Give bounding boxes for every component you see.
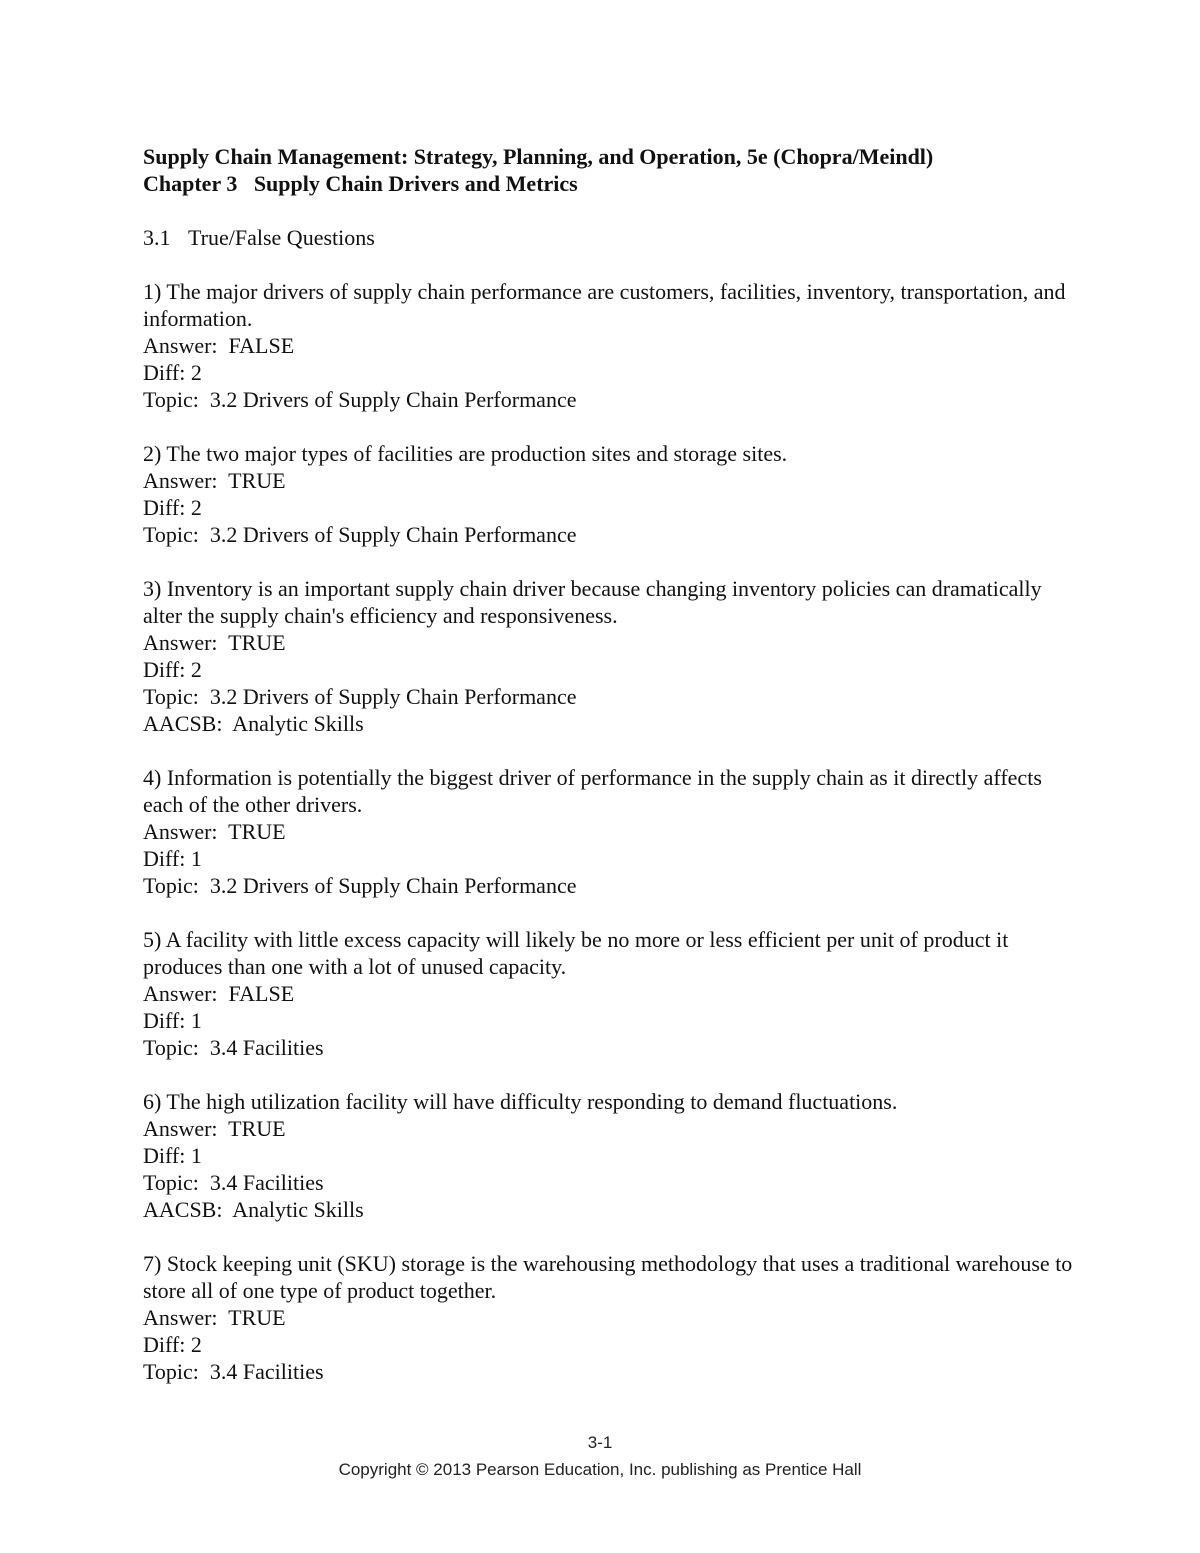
question-text: 5) A facility with little excess capacity will likely be no more or less efficient per unit of product it produces than one with a lot of unused capacity.	[143, 927, 1009, 979]
question-difficulty: Diff: 2	[143, 495, 202, 520]
section-number: 3.1	[143, 225, 171, 250]
question-text: 1) The major drivers of supply chain performance are customers, facilities, inventory, transportation, and information.	[143, 279, 1066, 331]
question-topic: Topic: 3.2 Drivers of Supply Chain Performance	[143, 873, 577, 898]
page-content	[143, 143, 1083, 1385]
question-aacsb: AACSB: Analytic Skills	[143, 1197, 364, 1222]
question-answer: Answer: TRUE	[143, 819, 286, 844]
question-answer: Answer: TRUE	[143, 468, 286, 493]
question-difficulty: Diff: 1	[143, 1143, 202, 1168]
question-text: 7) Stock keeping unit (SKU) storage is the warehousing methodology that uses a traditional warehouse to store all of one type of product together.	[143, 1251, 1073, 1303]
question-difficulty: Diff: 2	[143, 1332, 202, 1357]
page-number: 3-1	[587, 1433, 613, 1452]
question-answer: Answer: TRUE	[143, 630, 286, 655]
question-item	[143, 926, 1083, 1061]
question-topic: Topic: 3.4 Facilities	[143, 1035, 324, 1060]
question-topic: Topic: 3.4 Facilities	[143, 1359, 324, 1384]
question-answer: Answer: FALSE	[143, 333, 295, 358]
question-aacsb: AACSB: Analytic Skills	[143, 711, 364, 736]
question-text: 3) Inventory is an important supply chain driver because changing inventory policies can dramatically alter the supply chain's efficiency and responsiveness.	[143, 576, 1042, 628]
question-text: 4) Information is potentially the biggest driver of performance in the supply chain as it directly affects each of the other drivers.	[143, 765, 1042, 817]
question-item	[143, 440, 1083, 548]
section-heading	[143, 224, 1083, 251]
question-topic: Topic: 3.2 Drivers of Supply Chain Performance	[143, 522, 577, 547]
question-difficulty: Diff: 2	[143, 360, 202, 385]
question-item	[143, 1250, 1083, 1385]
question-topic: Topic: 3.4 Facilities	[143, 1170, 324, 1195]
question-topic: Topic: 3.2 Drivers of Supply Chain Performance	[143, 387, 577, 412]
question-difficulty: Diff: 2	[143, 657, 202, 682]
book-title: Supply Chain Management: Strategy, Planning, and Operation, 5e (Chopra/Meindl)	[143, 144, 934, 169]
section-title: True/False Questions	[188, 225, 375, 250]
copyright-notice: Copyright © 2013 Pearson Education, Inc. publishing as Prentice Hall	[338, 1460, 862, 1479]
question-difficulty: Diff: 1	[143, 846, 202, 871]
question-item	[143, 764, 1083, 899]
question-difficulty: Diff: 1	[143, 1008, 202, 1033]
question-text: 2) The two major types of facilities are production sites and storage sites.	[143, 441, 788, 466]
question-item	[143, 278, 1083, 413]
question-answer: Answer: FALSE	[143, 981, 295, 1006]
question-text: 6) The high utilization facility will have difficulty responding to demand fluctuations.	[143, 1089, 898, 1114]
chapter-title: Chapter 3 Supply Chain Drivers and Metrics	[143, 171, 578, 196]
question-answer: Answer: TRUE	[143, 1116, 286, 1141]
question-topic: Topic: 3.2 Drivers of Supply Chain Performance	[143, 684, 577, 709]
question-answer: Answer: TRUE	[143, 1305, 286, 1330]
question-item	[143, 1088, 1083, 1223]
question-item	[143, 575, 1083, 737]
